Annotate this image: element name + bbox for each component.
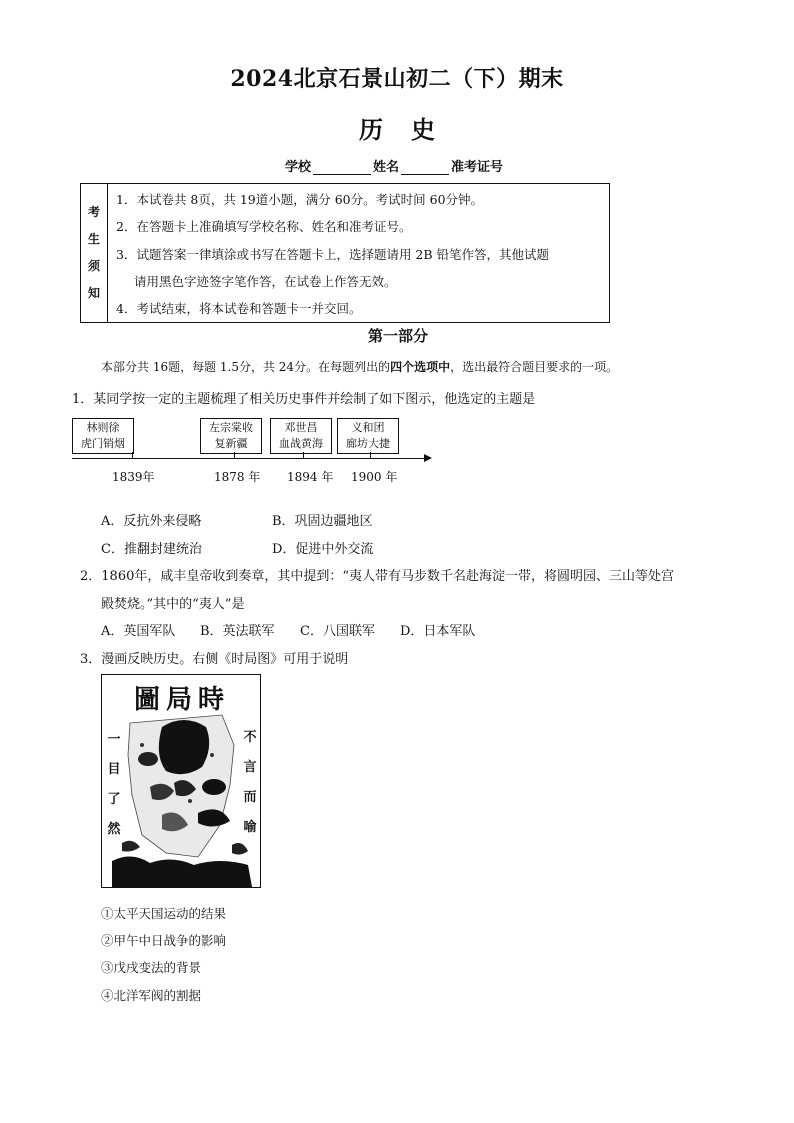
cartoon-char: 言: [243, 760, 257, 775]
timeline-year: 1878 年: [214, 470, 261, 484]
q3-item: ②甲午中日战争的影响: [101, 933, 227, 948]
student-info-line: [285, 156, 503, 175]
timeline-tick: [234, 452, 235, 458]
school-label: 学校: [285, 160, 312, 175]
event-line: 义和团: [351, 421, 385, 434]
cartoon-char: 一: [107, 732, 121, 747]
exam-title: 2024北京石景山初二（下）期末: [230, 66, 564, 92]
school-blank[interactable]: [313, 160, 371, 175]
name-label: 姓名: [373, 160, 400, 175]
q2-stem-line1: 2．1860年，咸丰皇帝收到奏章，其中提到：“夷人带有马步数千名赴海淀一带，将圆明园、三山等处宫: [80, 569, 675, 584]
notice-head-char: 知: [87, 286, 100, 300]
notice-head-char: 生: [87, 232, 100, 246]
notice-item: 3．试题答案一律填涂或书写在答题卡上，选择题请用 2B 铅笔作答，其他试题: [116, 246, 550, 262]
cartoon-title: 圖局時: [133, 685, 230, 715]
cartoon-char: 然: [107, 822, 121, 837]
event-line: 廊坊大捷: [346, 437, 390, 450]
intro-emphasis: 四个选项中: [390, 360, 451, 374]
q3-item: ③戊戌变法的背景: [101, 960, 202, 975]
cartoon-char: 了: [107, 792, 121, 807]
intro-text: ，选出最符合题目要求的一项。: [450, 360, 619, 374]
id-label: 准考证号: [451, 160, 504, 175]
timeline-event: [200, 418, 262, 454]
cartoon-char: 喻: [243, 820, 257, 835]
q2-option-a[interactable]: A．英国军队: [101, 624, 176, 639]
event-line: 左宗棠收: [209, 421, 253, 434]
section-title: 第一部分: [367, 327, 428, 345]
q1-option-a[interactable]: A．反抗外来侵略: [101, 514, 202, 529]
q2-option-b[interactable]: B．英法联军: [200, 624, 275, 639]
notice-item: 1．本试卷共 8页，共 19道小题，满分 60分。考试时间 60分钟。: [116, 192, 484, 207]
q1-option-d[interactable]: D．促进中外交流: [272, 542, 374, 557]
event-line: 血战黄海: [279, 437, 323, 450]
cartoon-left-text: [106, 725, 122, 845]
event-line: 复新疆: [214, 437, 248, 450]
cartoon-char: 而: [243, 790, 257, 805]
timeline-event: [72, 418, 134, 454]
q3-item: ①太平天国运动的结果: [101, 906, 227, 921]
timeline-arrow-icon: [424, 454, 432, 462]
notice-item: 2．在答题卡上准确填写学校名称、姓名和准考证号。: [116, 219, 412, 235]
timeline-tick: [132, 452, 133, 458]
event-line: 邓世昌: [284, 421, 318, 434]
notice-item: 4．考试结束，将本试卷和答题卡一并交回。: [116, 301, 362, 317]
timeline-tick: [303, 452, 304, 458]
q2-option-c[interactable]: C．八国联军: [300, 624, 375, 639]
exam-notice-box: [80, 183, 610, 323]
cartoon-char: 目: [107, 762, 121, 777]
timeline-year: 1839年: [112, 470, 155, 484]
timeline-year: 1894 年: [287, 470, 334, 484]
notice-body: [108, 184, 609, 322]
q3-stem: 3．漫画反映历史。右侧《时局图》可用于说明: [80, 652, 349, 667]
q1-stem: 1．某同学按一定的主题梳理了相关历史事件并绘制了如下图示，他选定的主题是: [72, 392, 536, 407]
notice-head-char: 考: [87, 205, 100, 219]
event-line: 林则徐: [86, 421, 120, 434]
shiju-tu-cartoon-image: [101, 674, 261, 888]
cartoon-right-text: [242, 723, 258, 843]
q1-option-b[interactable]: B．巩固边疆地区: [272, 514, 373, 529]
timeline-event: [337, 418, 399, 454]
event-line: 虎门销烟: [81, 437, 125, 450]
notice-heading: [81, 184, 108, 322]
cartoon-illustration: [102, 675, 261, 888]
section-intro: [101, 358, 618, 375]
notice-item: 请用黑色字迹签字笔作答，在试卷上作答无效。: [134, 273, 397, 289]
timeline-tick: [370, 452, 371, 458]
notice-head-char: 须: [87, 259, 100, 273]
intro-text: 本部分共 16题，每题 1.5分，共 24分。在每题列出的: [101, 360, 391, 374]
timeline-year: 1900 年: [351, 470, 398, 484]
timeline-event: [270, 418, 332, 454]
subject-title: 历史: [359, 115, 463, 144]
cartoon-char: 不: [243, 730, 257, 745]
q2-stem-line2: 殿焚烧。”其中的“夷人”是: [101, 597, 245, 612]
name-blank[interactable]: [401, 160, 449, 175]
timeline-axis: [72, 458, 424, 459]
q2-option-d[interactable]: D．日本军队: [400, 624, 476, 639]
q3-item: ④北洋军阀的割据: [101, 988, 202, 1003]
q1-option-c[interactable]: C．推翻封建统治: [101, 542, 202, 557]
